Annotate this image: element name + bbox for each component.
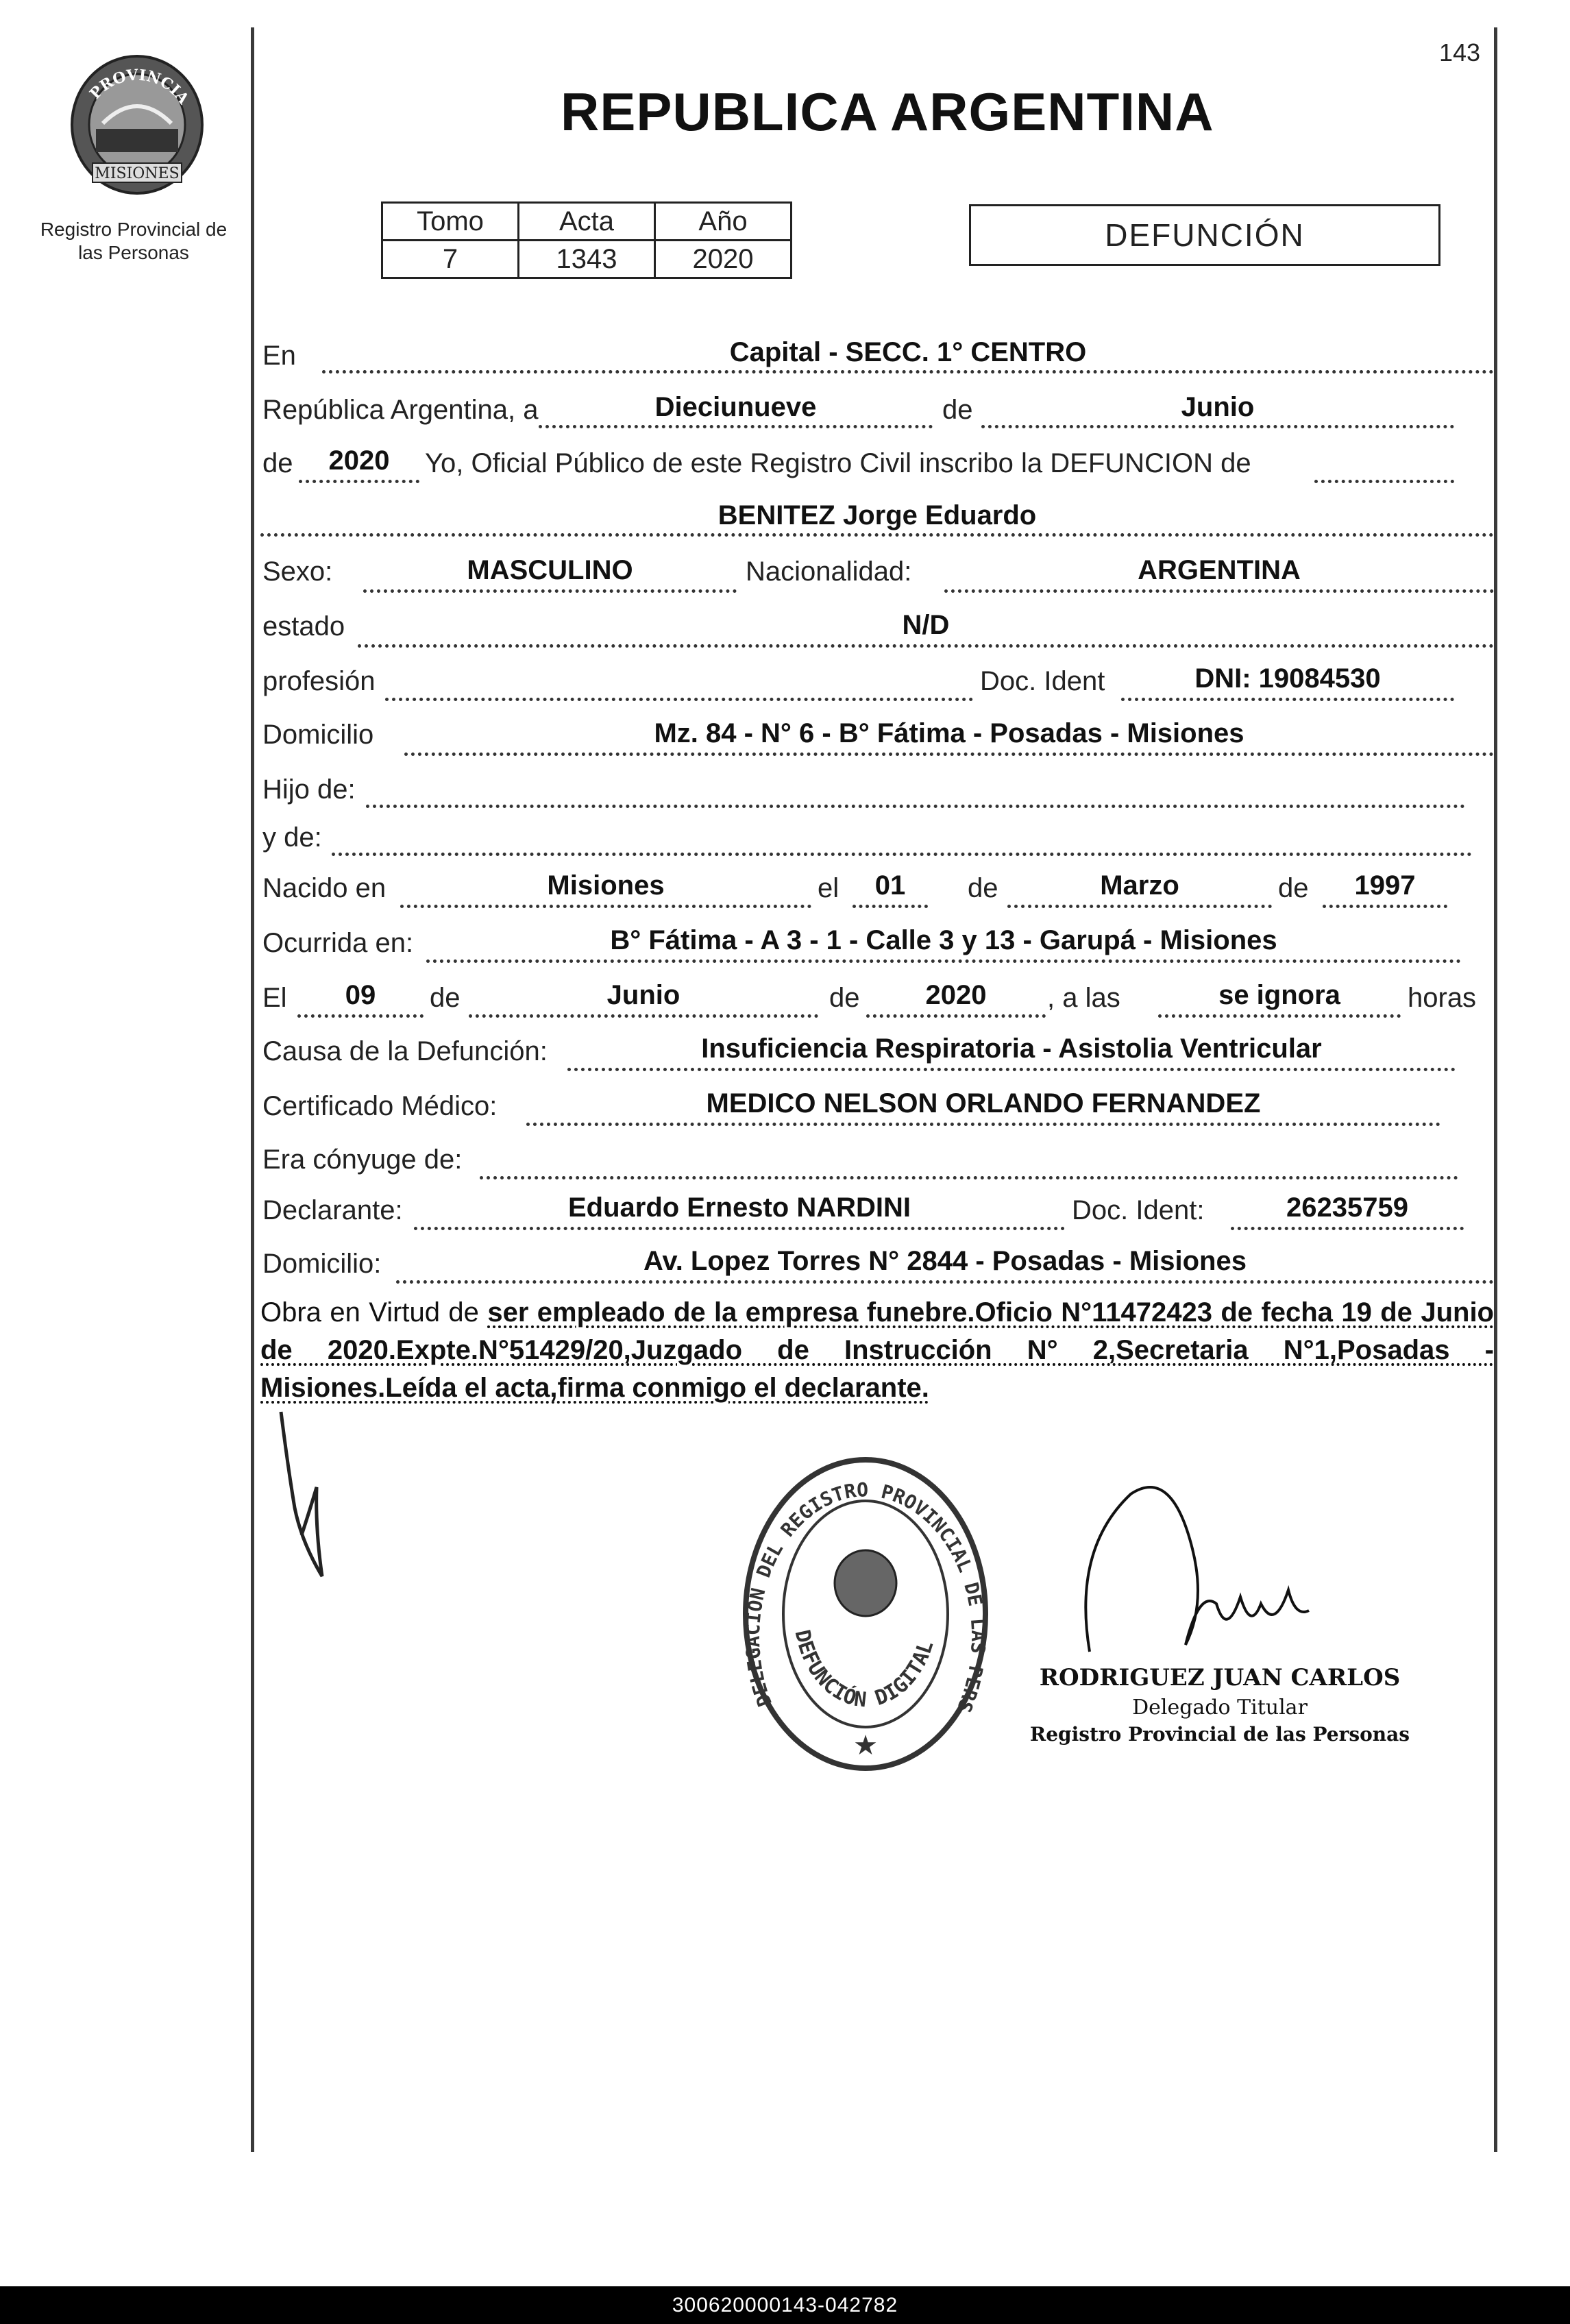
domicilio-label: Domicilio xyxy=(262,720,374,750)
anio-line xyxy=(299,480,419,483)
footer-code: 300620000143-042782 xyxy=(0,2286,1570,2324)
nacido-lugar-line xyxy=(400,905,811,908)
fecha-mes: Junio xyxy=(1181,392,1255,422)
page-title: REPUBLICA ARGENTINA xyxy=(561,82,1214,142)
anio-value: 2020 xyxy=(655,241,792,278)
fecha-label: República Argentina, a xyxy=(262,395,539,425)
declarante-line xyxy=(414,1227,1065,1230)
stamp-outer-text: DELEGACIÓN DEL REGISTRO PROVINCIAL DE LAS PERS xyxy=(741,1478,990,1716)
y-de-label: y de: xyxy=(262,822,322,853)
fecha-def-dia-line xyxy=(297,1014,424,1018)
declarant-signature xyxy=(274,1405,343,1583)
nombre-line xyxy=(260,533,1494,537)
right-margin-line xyxy=(1494,27,1497,2152)
nacido-mes-line xyxy=(1007,905,1272,908)
domicilio2-label: Domicilio: xyxy=(262,1249,382,1279)
estado-label: estado xyxy=(262,611,345,641)
declarante-value: Eduardo Ernesto NARDINI xyxy=(567,1192,911,1223)
certificado-line xyxy=(526,1123,1440,1126)
nacido-mes: Marzo xyxy=(1100,870,1179,901)
official-stamp xyxy=(739,1453,992,1775)
hijo-de-label: Hijo de: xyxy=(262,774,356,805)
official-signature xyxy=(1069,1467,1384,1665)
fecha-mes-line xyxy=(981,425,1454,428)
record-table xyxy=(381,201,792,279)
declarante-doc-label: Doc. Ident: xyxy=(1072,1195,1205,1225)
logo-caption xyxy=(21,218,247,265)
fecha-def-el: El xyxy=(262,983,287,1013)
fecha-def-dia: 09 xyxy=(345,980,376,1010)
causa-value: Insuficiencia Respiratoria - Asistolia Ventricular xyxy=(701,1033,1322,1064)
nacionalidad-line xyxy=(944,589,1494,593)
fecha-def-horas: horas xyxy=(1408,983,1477,1013)
doc-value: DNI: 19084530 xyxy=(1194,663,1381,694)
estado-line xyxy=(358,644,1494,648)
anio-value: 2020 xyxy=(328,445,390,476)
seal-text-top: PROVINCIA xyxy=(86,66,193,108)
fecha-def-de2: de xyxy=(829,983,860,1013)
causa-label: Causa de la Defunción: xyxy=(262,1036,548,1066)
nacido-anio-line xyxy=(1323,905,1447,908)
en-label: En xyxy=(262,341,296,371)
conyuge-label: Era cónyuge de: xyxy=(262,1145,463,1175)
sexo-label: Sexo: xyxy=(262,556,333,587)
certificado-value: MEDICO NELSON ORLANDO FERNANDEZ xyxy=(706,1088,1261,1118)
obra-text: ser empleado de la empresa funebre.Oficio N°11472423 de fecha 19 de Junio de 2020.Expte.N°51429/20,Juzgado de Instrucción N° 2,Secretaria N°1,Posadas - Misiones.Leída el acta,firma conmigo el declarante. xyxy=(260,1297,1494,1403)
hijo-de-line xyxy=(366,805,1465,808)
causa-line xyxy=(567,1068,1456,1071)
y-de-line xyxy=(332,853,1472,856)
estado-value: N/D xyxy=(902,610,950,640)
fecha-de: de xyxy=(942,395,973,425)
nacido-anio: 1997 xyxy=(1354,870,1416,901)
deceased-name: BENITEZ Jorge Eduardo xyxy=(717,500,1037,530)
domicilio-line xyxy=(404,753,1494,756)
domicilio2-line xyxy=(396,1280,1494,1284)
fecha-def-mes-line xyxy=(469,1014,818,1018)
fecha-def-de1: de xyxy=(430,983,461,1013)
domicilio2-value: Av. Lopez Torres N° 2844 - Posadas - Misiones xyxy=(643,1246,1247,1276)
signatory-org: Registro Provincial de las Personas xyxy=(1029,1723,1410,1746)
domicilio-value: Mz. 84 - N° 6 - B° Fátima - Posadas - Misiones xyxy=(654,718,1244,748)
nacido-de2: de xyxy=(1278,873,1309,903)
stamp-inner-text: DEFUNCIÓN DIGITAL xyxy=(789,1628,939,1713)
acta-value: 1343 xyxy=(519,241,655,278)
nacido-dia-line xyxy=(853,905,928,908)
inscripcion-text: Yo, Oficial Público de este Registro Civil inscribo la DEFUNCION de xyxy=(425,448,1251,478)
en-value: Capital - SECC. 1° CENTRO xyxy=(729,337,1087,367)
nacido-lugar: Misiones xyxy=(547,870,665,901)
nacido-el: el xyxy=(818,873,839,903)
certificado-label: Certificado Médico: xyxy=(262,1091,498,1121)
declarante-label: Declarante: xyxy=(262,1195,403,1225)
tomo-value: 7 xyxy=(382,241,519,278)
ocurrida-value: B° Fátima - A 3 - 1 - Calle 3 y 13 - Garupá - Misiones xyxy=(610,925,1277,955)
logo-caption-line1: Registro Provincial de xyxy=(40,219,228,240)
profesion-line xyxy=(385,698,973,701)
conyuge-line xyxy=(480,1176,1458,1179)
anio-de: de xyxy=(262,448,293,478)
seal-text-bottom: MISIONES xyxy=(95,165,180,182)
sexo-line xyxy=(363,589,737,593)
province-seal-logo xyxy=(62,48,212,199)
anio-header: Año xyxy=(655,203,792,241)
fecha-def-a-las: , a las xyxy=(1047,983,1120,1013)
fecha-dia: Dieciunueve xyxy=(654,392,817,422)
acta-header: Acta xyxy=(519,203,655,241)
fecha-def-anio-line xyxy=(866,1014,1046,1018)
declarante-doc-line xyxy=(1231,1227,1464,1230)
nacido-de1: de xyxy=(968,873,998,903)
nacionalidad-label: Nacionalidad: xyxy=(746,556,912,587)
nacido-label: Nacido en xyxy=(262,873,387,903)
signatory-role: Delegado Titular xyxy=(1132,1696,1308,1720)
record-type-box: DEFUNCIÓN xyxy=(969,204,1440,266)
nacionalidad-value: ARGENTINA xyxy=(1138,555,1301,585)
obra-prefix: Obra en Virtud de xyxy=(260,1297,479,1328)
sexo-value: MASCULINO xyxy=(467,555,633,585)
fecha-def-hora-line xyxy=(1158,1014,1401,1018)
page-number: 143 xyxy=(1439,38,1481,66)
fecha-dia-line xyxy=(539,425,933,428)
inscripcion-line xyxy=(1314,480,1454,483)
signatory-name: RODRIGUEZ JUAN CARLOS xyxy=(1039,1664,1401,1691)
fecha-def-mes: Junio xyxy=(606,980,680,1010)
ocurrida-label: Ocurrida en: xyxy=(262,928,414,958)
nacido-dia: 01 xyxy=(874,870,906,901)
record-table-header-row xyxy=(382,203,792,241)
ocurrida-line xyxy=(426,959,1461,963)
logo-caption-line2: las Personas xyxy=(78,242,189,263)
fecha-def-hora: se ignora xyxy=(1218,980,1340,1010)
svg-text:★: ★ xyxy=(853,1730,878,1761)
fecha-def-anio: 2020 xyxy=(925,980,987,1010)
left-margin-line xyxy=(251,27,254,2152)
obra-paragraph xyxy=(260,1294,1494,1407)
tomo-header: Tomo xyxy=(382,203,519,241)
record-table-value-row xyxy=(382,241,792,278)
doc-line xyxy=(1121,698,1454,701)
declarante-doc-value: 26235759 xyxy=(1286,1192,1408,1223)
en-line xyxy=(322,370,1494,374)
profesion-label: profesión xyxy=(262,666,376,696)
doc-label: Doc. Ident xyxy=(980,666,1105,696)
